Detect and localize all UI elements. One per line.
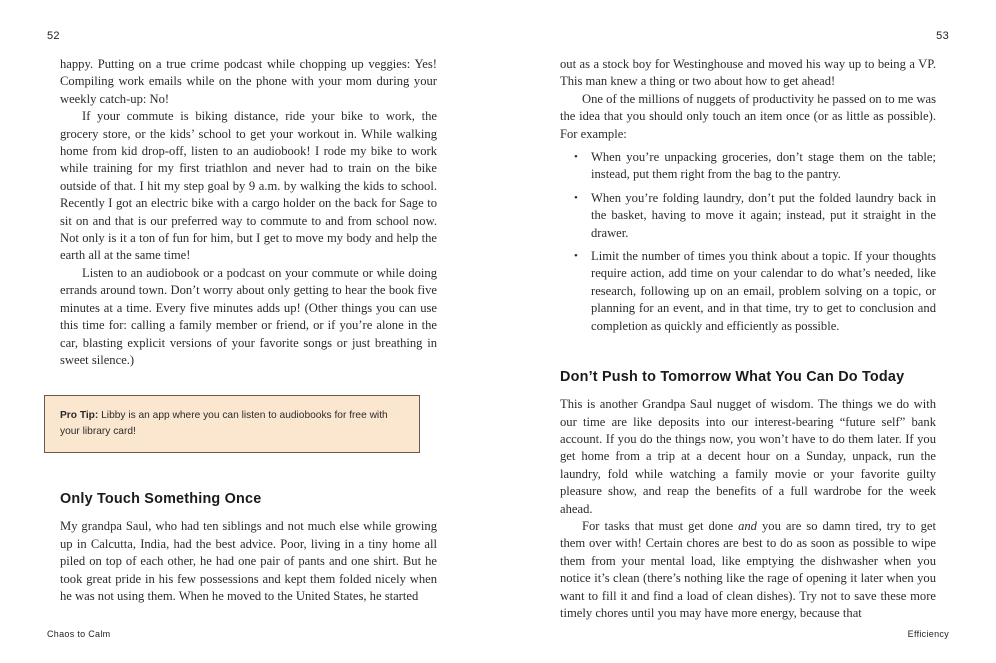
bullet-icon: •: [574, 151, 578, 164]
right-text-column: [560, 56, 936, 622]
left-text-column: [60, 56, 437, 605]
paragraph: [560, 518, 936, 622]
bullet-list: [560, 149, 936, 335]
bullet-icon: •: [574, 250, 578, 263]
list-item-text: When you’re folding laundry, don’t put the folded laundry back in the basket, having to move it again; instead, put it straight in the drawer.: [591, 190, 936, 240]
paragraph: happy. Putting on a true crime podcast while chopping up veggies: Yes! Compiling work emails while on the phone with your mom during your weekly catch-up: No!: [60, 57, 437, 106]
right-page: [498, 0, 996, 663]
page-number: 53: [936, 30, 949, 42]
list-item-text: Limit the number of times you think about a topic. If your thoughts require action, add time on your calendar to do what’s needed, like research, following up on an email, problem solving on a topic, or planning for an event, and in that time, try to get to conclusion and completion as quickly and efficiently as possible.: [591, 249, 936, 333]
pro-tip-text: Libby is an app where you can listen to audiobooks for free with your library card!: [60, 410, 388, 438]
running-footer: Chaos to Calm: [47, 629, 111, 639]
paragraph-text: you are so damn tired, try to get them over with! Certain chores are best to do as soon as possible to wipe them from your mental load, like emptying the dishwasher when you notice it’s clean (there’s nothing like the rage of opening it later when you want to fill it and find a load of clean dishes). Try not to save these more timely chores until you may have more energy, because that: [560, 518, 936, 620]
paragraph: If your commute is biking distance, ride your bike to work, the grocery store, or the kids’ school to get your workout in. While walking home from kid drop-off, listen to an audiobook! I rode my bike to work while training for my first triathlon and never had to train on the bike outside of that. I hit my step goal by 9 a.m. by walking the kids to school. Recently I got an electric bike with a cargo holder on the back for Sage to sit on and that is our preferred way to commute to and from school now. Not only is it a ton of fun for him, but I get to move my body and help the earth all at the same time!: [60, 109, 437, 263]
pro-tip-label: Pro Tip:: [60, 410, 99, 422]
paragraph: This is another Grandpa Saul nugget of wisdom. The things we do with our time are like deposits into our interest-bearing “future self” bank account. If you do the things now, you won’t have to do them later. If you get home from a trip at a decent hour on a Sunday, unpack, run the laundry, fold while watching a family movie or your favorite guilty pleasure show, and reap the benefits of a full wardrobe for the week ahead.: [560, 397, 936, 516]
section-heading: Only Touch Something Once: [60, 491, 262, 508]
bullet-icon: •: [574, 191, 578, 204]
emphasis-text: and: [738, 518, 757, 533]
page-number: 52: [47, 30, 60, 42]
running-footer: Efficiency: [907, 629, 949, 639]
paragraph-text: For tasks that must get done: [582, 518, 739, 533]
section-heading: Don’t Push to Tomorrow What You Can Do Today: [560, 369, 905, 386]
list-item: [560, 248, 936, 335]
paragraph: Listen to an audiobook or a podcast on your commute or while doing errands around town. Don’t worry about only getting to hear the book five minutes at a time. Every five minutes adds up! (Other things you can use this time for: calling a family member or friend, or if you’re alone in the car, blasting explicit versions of your favorite songs or just breathing in sweet silence.): [60, 265, 437, 367]
list-item-text: When you’re unpacking groceries, don’t stage them on the table; instead, put them right from the bag to the pantry.: [591, 150, 936, 182]
list-item: [560, 149, 936, 184]
pro-tip-box: [44, 395, 420, 453]
paragraph: One of the millions of nuggets of productivity he passed on to me was the idea that you should only touch an item once (or as little as possible). For example:: [560, 91, 936, 141]
list-item: [560, 190, 936, 242]
paragraph: out as a stock boy for Westinghouse and moved his way up to being a VP. This man knew a thing or two about how to get ahead!: [560, 57, 936, 89]
paragraph: My grandpa Saul, who had ten siblings and not much else while growing up in Calcutta, India, had the best advice. Poor, living in a tiny home all piled on top of each other, he had one pair of pants and one shirt. But he took great pride in his few possessions and kept them folded nicely when he was not using them. When he moved to the United States, he started: [60, 519, 437, 603]
